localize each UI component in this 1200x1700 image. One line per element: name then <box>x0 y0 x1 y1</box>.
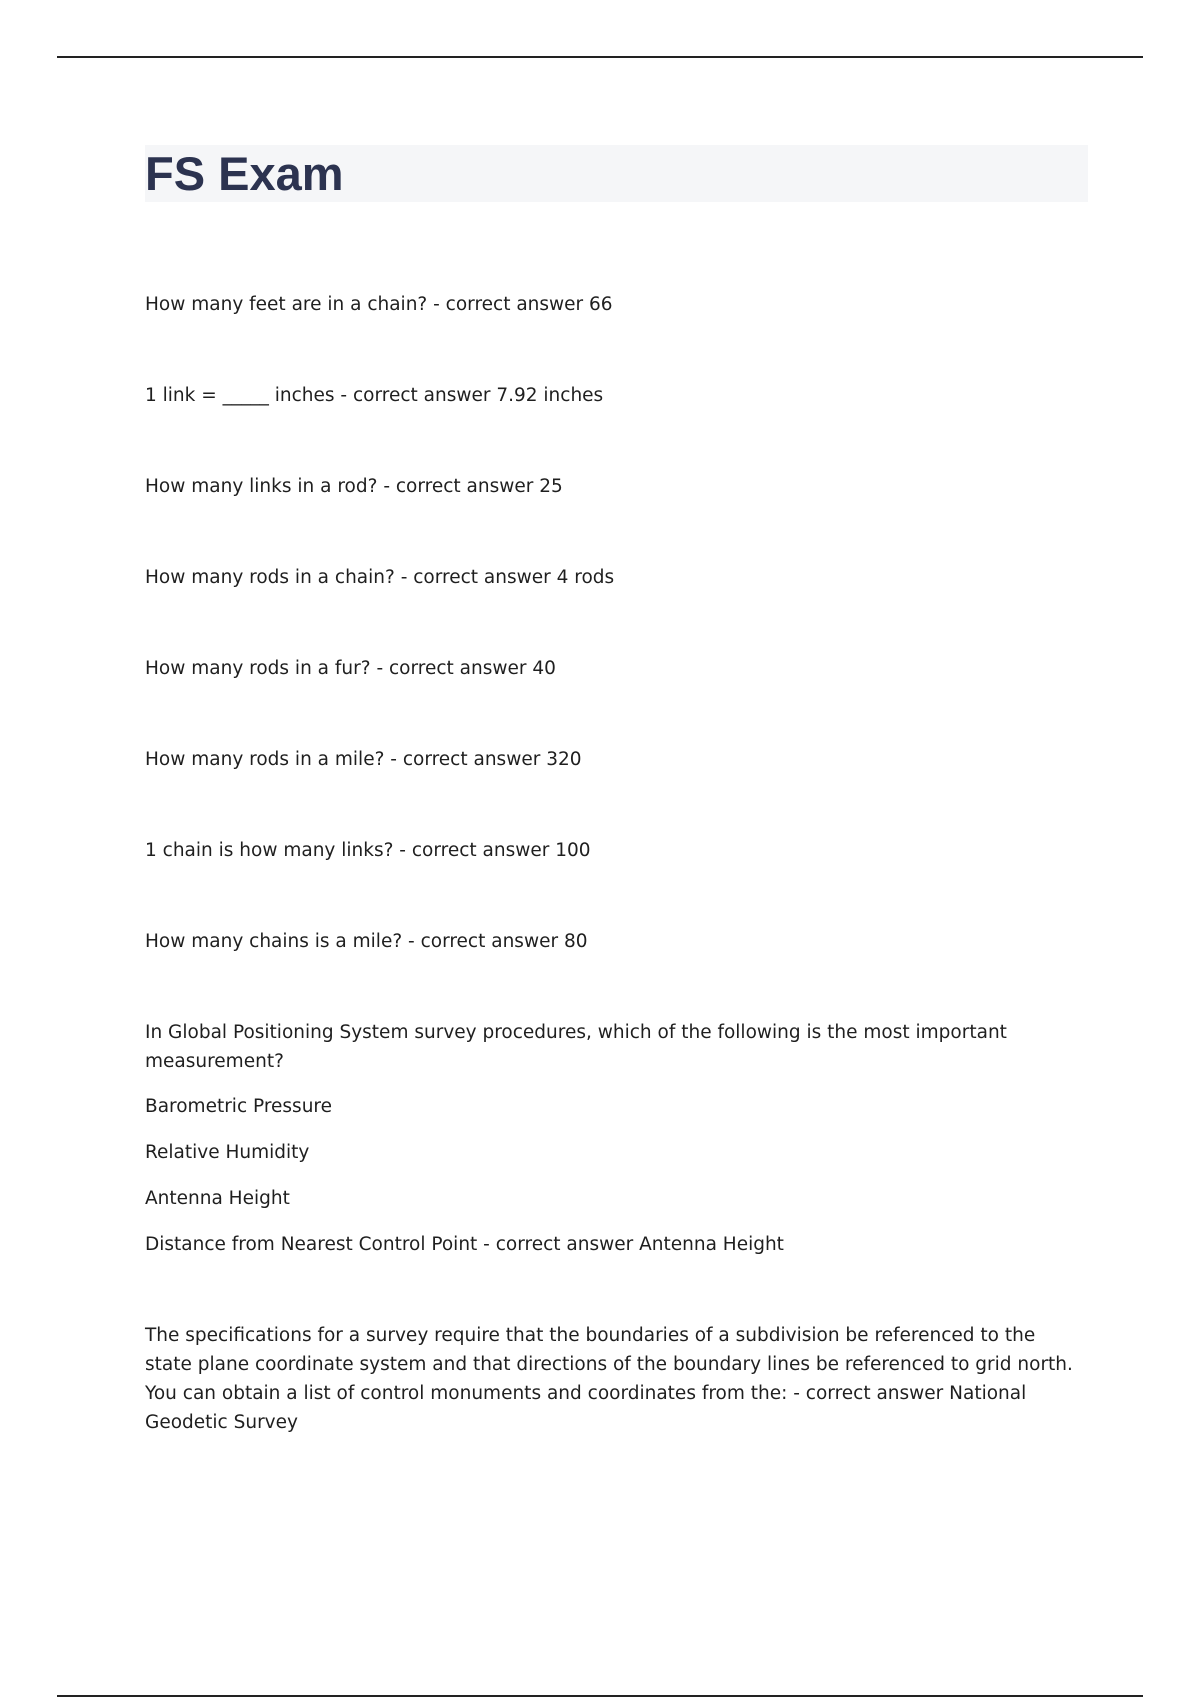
qa-item <box>145 927 1085 956</box>
qa-item <box>145 745 1085 774</box>
gps-option: Relative Humidity <box>145 1142 310 1163</box>
qa-text: 1 link = _____ inches - correct answer 7.92 inches <box>145 385 604 406</box>
top-rule <box>57 56 1143 58</box>
gps-question-block <box>145 1018 1085 1259</box>
qa-text: 1 chain is how many links? - correct answer 100 <box>145 840 591 861</box>
gps-question-text: In Global Positioning System survey procedures, which of the following is the most important measurement? <box>145 1022 1007 1072</box>
qa-item <box>145 381 1085 410</box>
gps-option: Barometric Pressure <box>145 1096 332 1117</box>
qa-item <box>145 654 1085 683</box>
spec-question-text: The specifications for a survey require that the boundaries of a subdivision be referenced to the state plane coordinate system and that directions of the boundary lines be referenced to grid north. You can obtain a list of control monuments and coordinates from the: - correct answer National Geodetic Survey <box>145 1325 1073 1433</box>
qa-text: How many chains is a mile? - correct answer 80 <box>145 931 588 952</box>
qa-text: How many rods in a chain? - correct answer 4 rods <box>145 567 615 588</box>
qa-item <box>145 836 1085 865</box>
page-title: FS Exam <box>145 147 344 200</box>
qa-item <box>145 290 1085 319</box>
qa-text: How many feet are in a chain? - correct answer 66 <box>145 294 613 315</box>
spec-question-block <box>145 1321 1085 1437</box>
qa-item <box>145 563 1085 592</box>
gps-option: Antenna Height <box>145 1188 290 1209</box>
qa-list <box>145 290 1085 1499</box>
bottom-rule <box>57 1695 1143 1697</box>
qa-text: How many rods in a mile? - correct answer 320 <box>145 749 582 770</box>
qa-text: How many links in a rod? - correct answer 25 <box>145 476 563 497</box>
qa-text: How many rods in a fur? - correct answer 40 <box>145 658 556 679</box>
qa-item <box>145 472 1085 501</box>
gps-option-answer: Distance from Nearest Control Point - correct answer Antenna Height <box>145 1234 784 1255</box>
